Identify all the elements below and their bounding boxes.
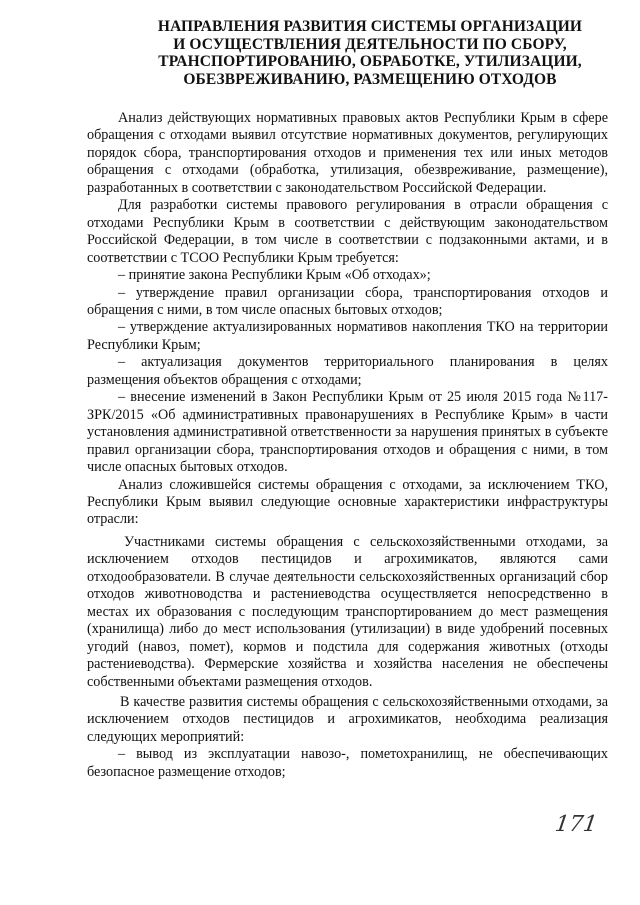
paragraph-development-measures: В качестве развития системы обращения с сельскохозяйственными отходами, за исключением отходов пестицидов и агрохимикатов, необходима реализация следующих мероприятий: xyxy=(87,693,608,745)
paragraph-analysis-legal: Анализ действующих нормативных правовых актов Республики Крым в сфере обращения с отходами выявил отсутствие нормативных документов, регулирующих порядок сбора, транспортирования отходов и применения тех или иных методов обращения с отходами (обработка, утилизация, обезвреживание, размещение), разработанных в соответствии с законодательством Российской Федерации. xyxy=(87,110,608,196)
list-item: – принятие закона Республики Крым «Об отходах»; xyxy=(118,267,431,284)
title-line: ТРАНСПОРТИРОВАНИЮ, ОБРАБОТКЕ, УТИЛИЗАЦИИ, xyxy=(158,53,582,70)
document-body xyxy=(87,110,608,781)
title-line: ОБЕЗВРЕЖИВАНИЮ, РАЗМЕЩЕНИЮ ОТХОДОВ xyxy=(183,70,557,88)
title-line: НАПРАВЛЕНИЯ РАЗВИТИЯ СИСТЕМЫ ОРГАНИЗАЦИИ xyxy=(157,18,583,35)
list-item: – актуализация документов территориального планирования в целях размещения объектов обращения с отходами; xyxy=(87,354,608,388)
paragraph-legal-requirements: Для разработки системы правового регулирования в отрасли обращения с отходами Республики Крым в соответствии с действующим законодательством Российской Федерации, в том числе в соответствии с подзаконными актами, и в соответствии с ТСОО Республики Крым требуется: xyxy=(87,197,608,266)
list-item: – вывод из эксплуатации навозо-, пометохранилищ, не обеспечивающих безопасное размещение отходов; xyxy=(87,746,608,780)
paragraph-infrastructure-analysis: Анализ сложившейся системы обращения с отходами, за исключением ТКО, Республики Крым выявил следующие основные характеристики инфраструктуры отрасли: xyxy=(87,476,608,528)
list-item: – утверждение правил организации сбора, транспортирования отходов и обращения с ними, в том числе опасных бытовых отходов; xyxy=(87,284,608,318)
title-line: И ОСУЩЕСТВЛЕНИЯ ДЕЯТЕЛЬНОСТИ ПО СБОРУ, xyxy=(173,35,567,53)
paragraph-agricultural-waste: Участниками системы обращения с сельскохозяйственными отходами, за исключением отходов пестицидов и агрохимикатов, являются сами отходообразователи. В случае деятельности сельскохозяйственных организаций сбор отходов животноводства и растениеводства осуществляется непосредственно в местах их образования с последующим транспортированием до мест размещения (хранилища) либо до мест использования (утилизации) в виде удобрений посевных угодий (навоз, помет), кормов и подстила для содержания животных (отходы растениеводства). Фермерские хозяйства и хозяйства населения не обеспечены собственными объектами размещения отходов. xyxy=(87,533,608,690)
list-item: – утверждение актуализированных нормативов накопления ТКО на территории Республики Крым; xyxy=(87,319,608,353)
page-number: 171 xyxy=(553,812,599,837)
list-item: – внесение изменений в Закон Республики Крым от 25 июля 2015 года №117-ЗРК/2015 «Об административных правонарушениях в Республике Крым» в части установления административной ответственности за нарушения принятых в субъекте правил организации сбора, транспортирования отходов и обращения с ними, в том числе опасных бытовых отходов. xyxy=(87,389,608,476)
page-title xyxy=(120,18,620,88)
